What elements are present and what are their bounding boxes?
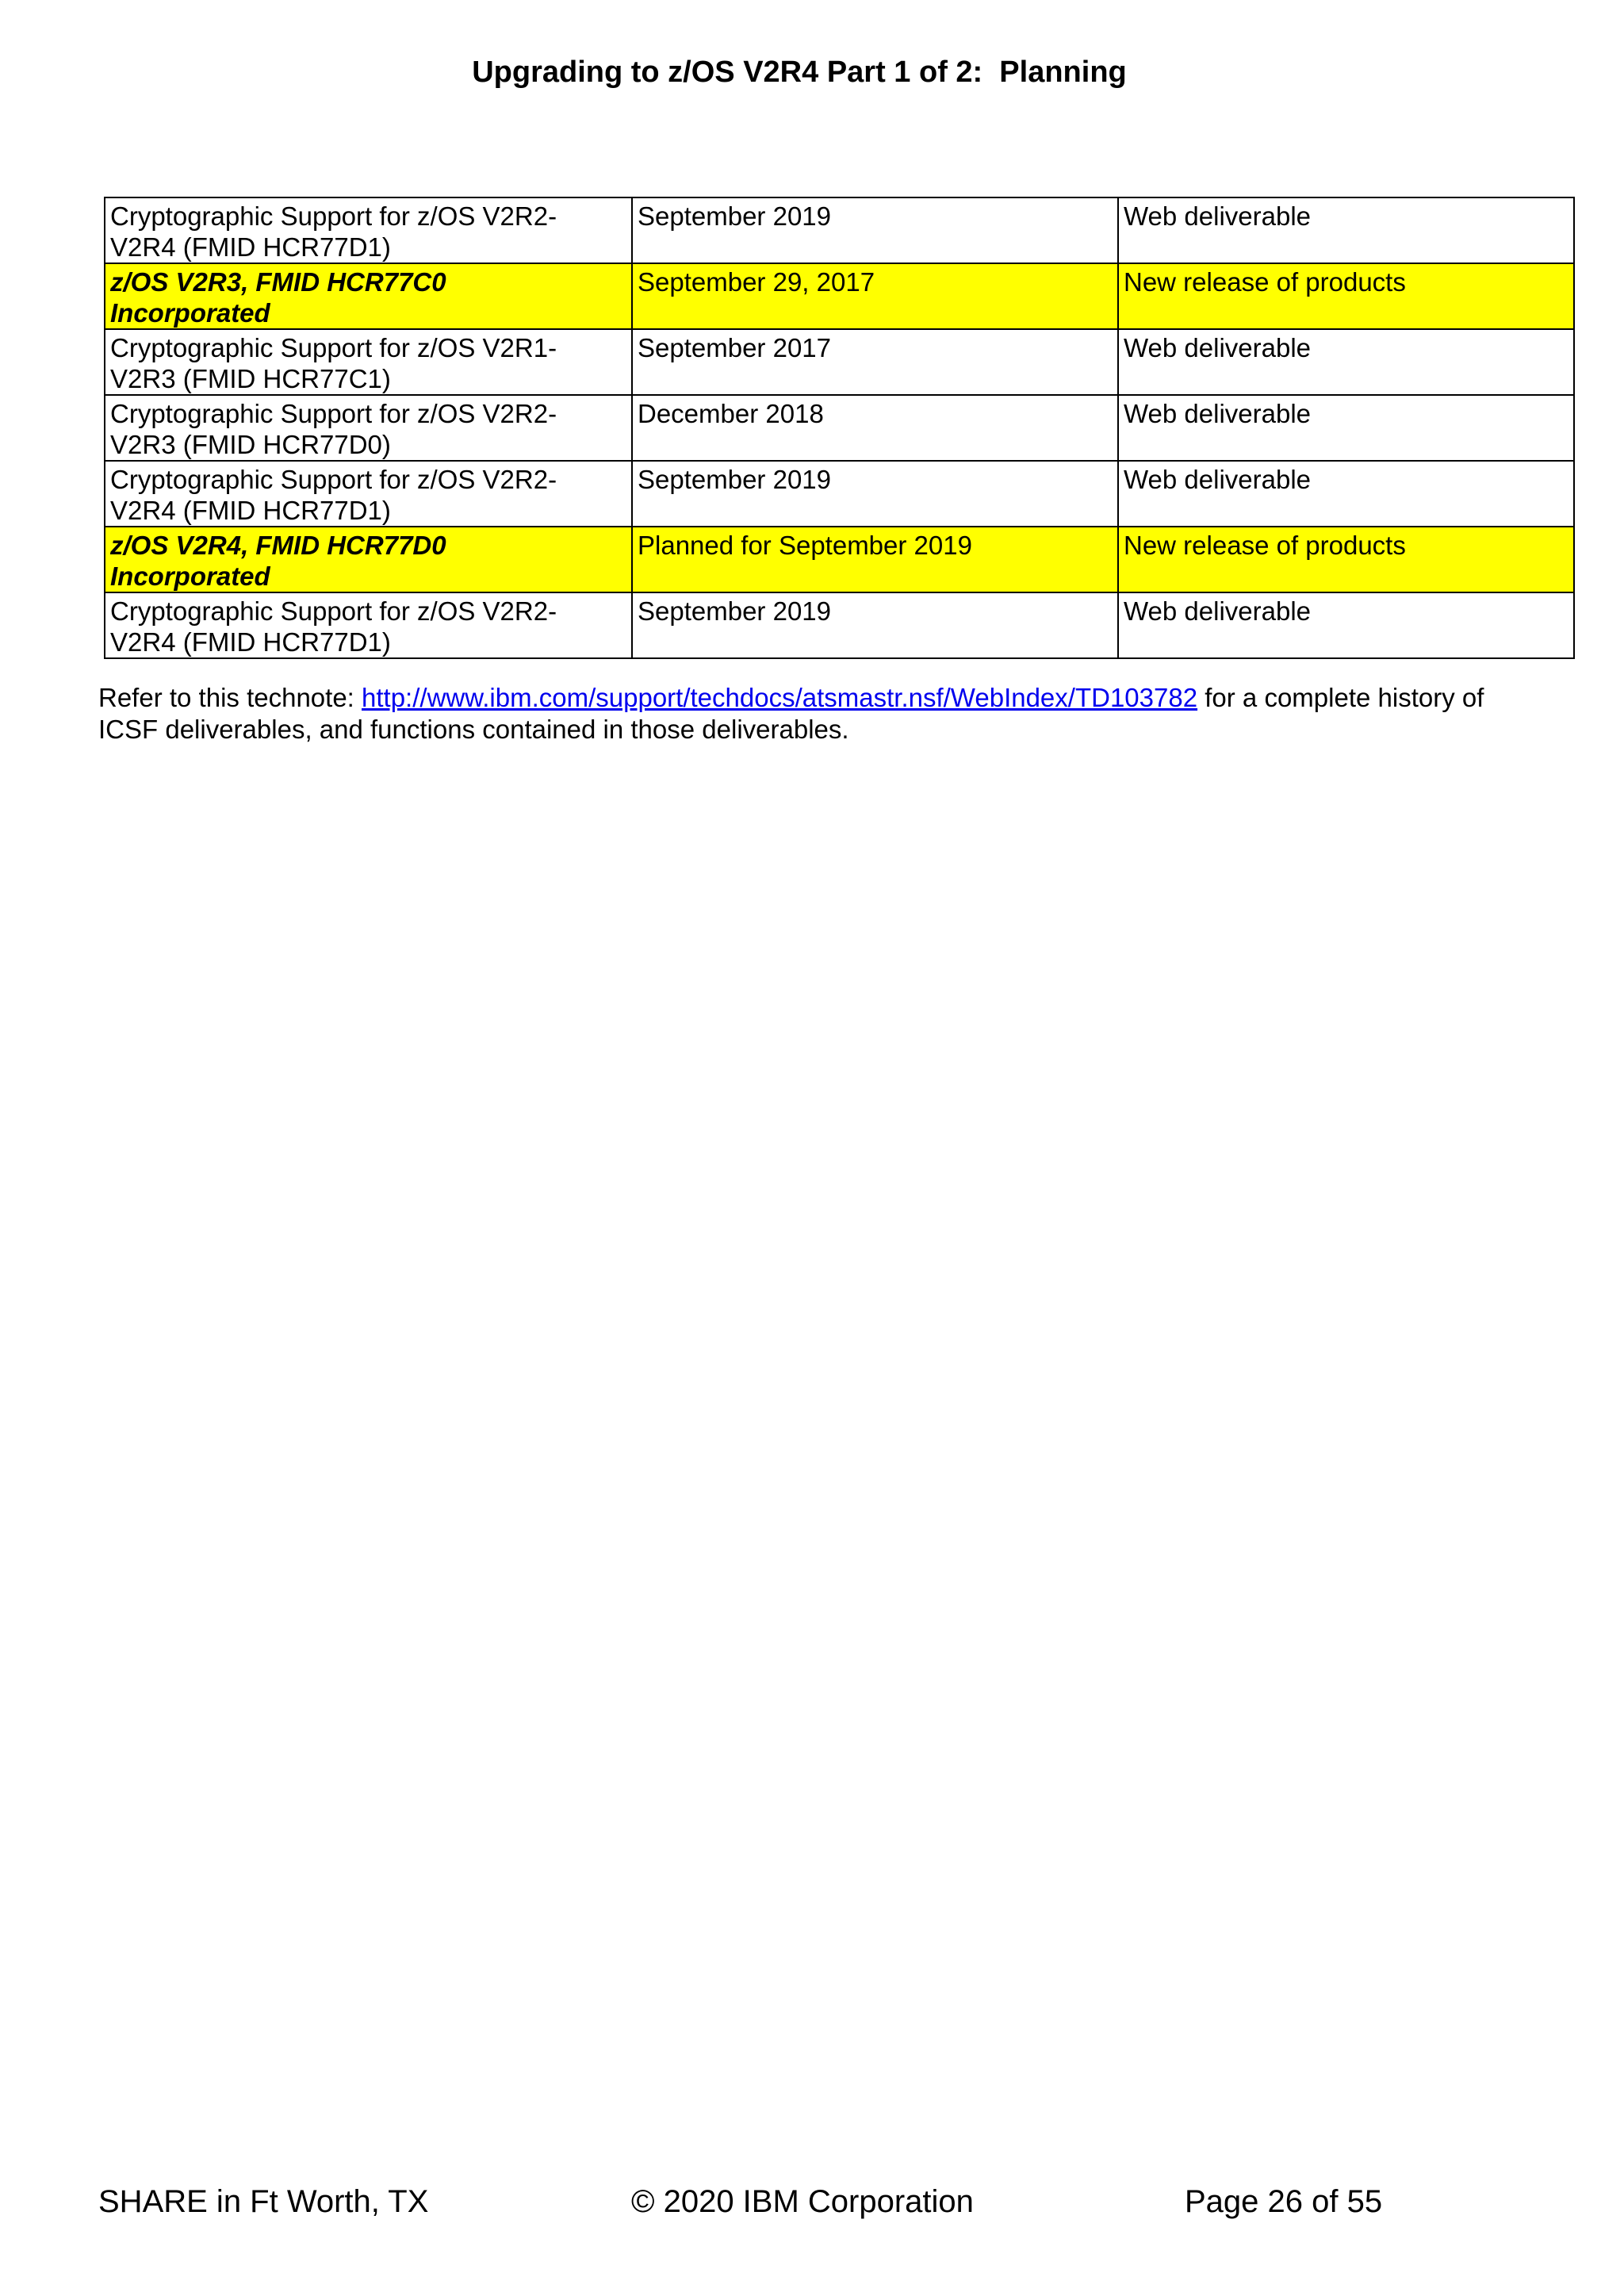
delivery-method-cell: New release of products bbox=[1118, 263, 1574, 329]
deliverable-line: V2R4 (FMID HCR77D1) bbox=[110, 232, 391, 262]
table-row bbox=[105, 197, 1574, 263]
footer-event: SHARE in Ft Worth, TX bbox=[98, 2184, 429, 2219]
deliverable-cell bbox=[105, 197, 632, 263]
deliverable-cell bbox=[105, 329, 632, 395]
delivery-method-cell: Web deliverable bbox=[1118, 329, 1574, 395]
page-header-title: Upgrading to z/OS V2R4 Part 1 of 2: Planning bbox=[472, 56, 1127, 89]
delivery-method-cell: Web deliverable bbox=[1118, 592, 1574, 658]
availability-cell: Planned for September 2019 bbox=[632, 527, 1118, 592]
availability-cell: September 2019 bbox=[632, 197, 1118, 263]
deliverable-line: Cryptographic Support for z/OS V2R2- bbox=[110, 465, 557, 494]
deliverable-line: z/OS V2R3, FMID HCR77C0 bbox=[110, 267, 446, 297]
deliverable-cell bbox=[105, 263, 632, 329]
deliverable-line: Cryptographic Support for z/OS V2R2- bbox=[110, 201, 557, 231]
technote-link[interactable]: http://www.ibm.com/support/techdocs/atsmastr.nsf/WebIndex/TD103782 bbox=[362, 683, 1198, 712]
deliverable-line: V2R3 (FMID HCR77D0) bbox=[110, 430, 391, 459]
table-row bbox=[105, 329, 1574, 395]
availability-cell: September 2019 bbox=[632, 461, 1118, 527]
icsf-deliverables-table bbox=[104, 197, 1575, 659]
deliverable-line: V2R4 (FMID HCR77D1) bbox=[110, 627, 391, 657]
table-body bbox=[105, 197, 1574, 658]
deliverable-line: V2R3 (FMID HCR77C1) bbox=[110, 364, 391, 393]
technote-suffix: for a complete history of ICSF deliverables, and functions contained in those deliverables. bbox=[98, 683, 1484, 744]
deliverable-line: Incorporated bbox=[110, 562, 270, 591]
availability-cell: September 2017 bbox=[632, 329, 1118, 395]
deliverable-cell bbox=[105, 592, 632, 658]
delivery-method-cell: Web deliverable bbox=[1118, 461, 1574, 527]
delivery-method-cell: New release of products bbox=[1118, 527, 1574, 592]
technote-paragraph bbox=[98, 682, 1510, 746]
deliverable-cell bbox=[105, 461, 632, 527]
table-row bbox=[105, 395, 1574, 461]
deliverable-line: Cryptographic Support for z/OS V2R2- bbox=[110, 399, 557, 428]
deliverable-line: V2R4 (FMID HCR77D1) bbox=[110, 496, 391, 525]
availability-cell: December 2018 bbox=[632, 395, 1118, 461]
icsf-deliverables-table-container bbox=[104, 197, 1573, 659]
footer-copyright: © 2020 IBM Corporation bbox=[631, 2184, 974, 2219]
availability-cell: September 29, 2017 bbox=[632, 263, 1118, 329]
table-row bbox=[105, 461, 1574, 527]
table-row bbox=[105, 592, 1574, 658]
deliverable-line: z/OS V2R4, FMID HCR77D0 bbox=[110, 531, 446, 560]
deliverable-line: Incorporated bbox=[110, 298, 270, 328]
delivery-method-cell: Web deliverable bbox=[1118, 197, 1574, 263]
deliverable-line: Cryptographic Support for z/OS V2R2- bbox=[110, 596, 557, 626]
technote-prefix: Refer to this technote: bbox=[98, 683, 362, 712]
deliverable-cell bbox=[105, 395, 632, 461]
availability-cell: September 2019 bbox=[632, 592, 1118, 658]
footer-page-number: Page 26 of 55 bbox=[1185, 2184, 1383, 2219]
table-row bbox=[105, 527, 1574, 592]
delivery-method-cell: Web deliverable bbox=[1118, 395, 1574, 461]
table-row bbox=[105, 263, 1574, 329]
deliverable-cell bbox=[105, 527, 632, 592]
deliverable-line: Cryptographic Support for z/OS V2R1- bbox=[110, 333, 557, 362]
